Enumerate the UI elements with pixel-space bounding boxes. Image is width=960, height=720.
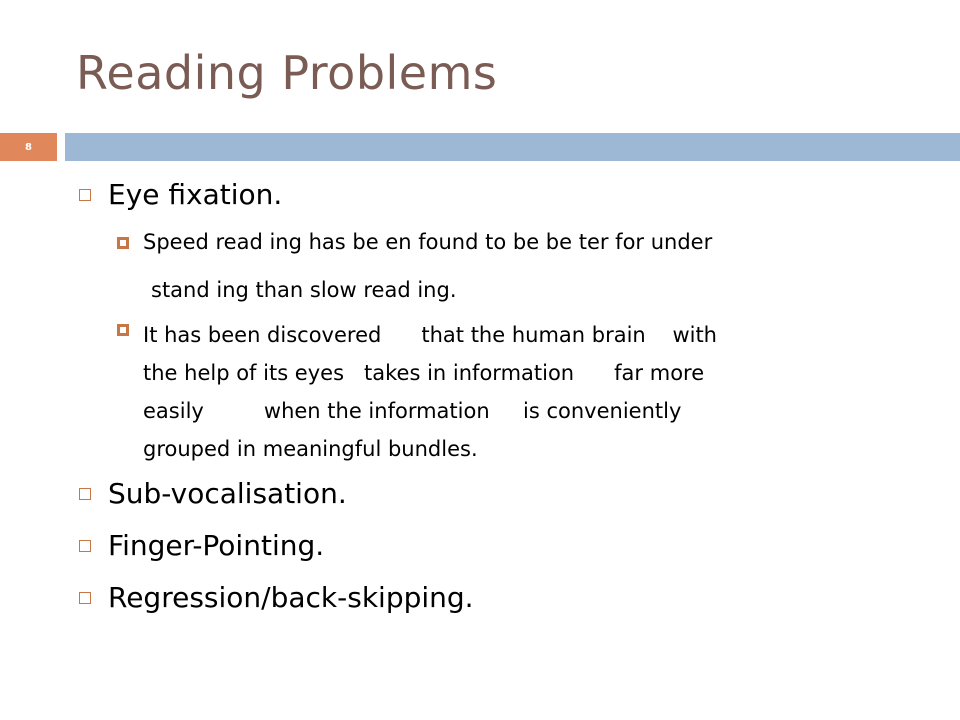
page-number-badge bbox=[0, 133, 57, 161]
bullet-item bbox=[79, 581, 474, 614]
header-divider-bar bbox=[65, 133, 960, 161]
sub-bullet-paragraph bbox=[143, 316, 873, 468]
sub-bullet-text-continued: stand ing than slow read ing. bbox=[151, 278, 457, 302]
paragraph-line: the help of its eyes takes in information far more bbox=[143, 361, 705, 385]
bullet-item bbox=[79, 477, 347, 510]
slide-title: Reading Problems bbox=[76, 46, 498, 100]
bullet-item bbox=[79, 178, 282, 211]
bullet-text: Eye fixation. bbox=[108, 178, 283, 211]
hollow-square-bullet-icon bbox=[79, 488, 91, 500]
paragraph-line: It has been discovered that the human brain with bbox=[143, 323, 717, 347]
filled-square-bullet-icon bbox=[117, 324, 129, 336]
bullet-item bbox=[79, 529, 324, 562]
bullet-text: Finger-Pointing. bbox=[108, 529, 325, 562]
paragraph-line: grouped in meaningful bundles. bbox=[143, 437, 478, 461]
hollow-square-bullet-icon bbox=[79, 540, 91, 552]
sub-bullet-text: Speed read ing has be en found to be be ter for under bbox=[143, 230, 713, 254]
paragraph-line: easily when the information is conveniently bbox=[143, 399, 682, 423]
page-number: 8 bbox=[25, 141, 32, 153]
bullet-text: Sub-vocalisation. bbox=[108, 477, 347, 510]
hollow-square-bullet-icon bbox=[79, 592, 91, 604]
bullet-text: Regression/back-skipping. bbox=[108, 581, 474, 614]
hollow-square-bullet-icon bbox=[79, 189, 91, 201]
filled-square-bullet-icon bbox=[117, 237, 129, 249]
